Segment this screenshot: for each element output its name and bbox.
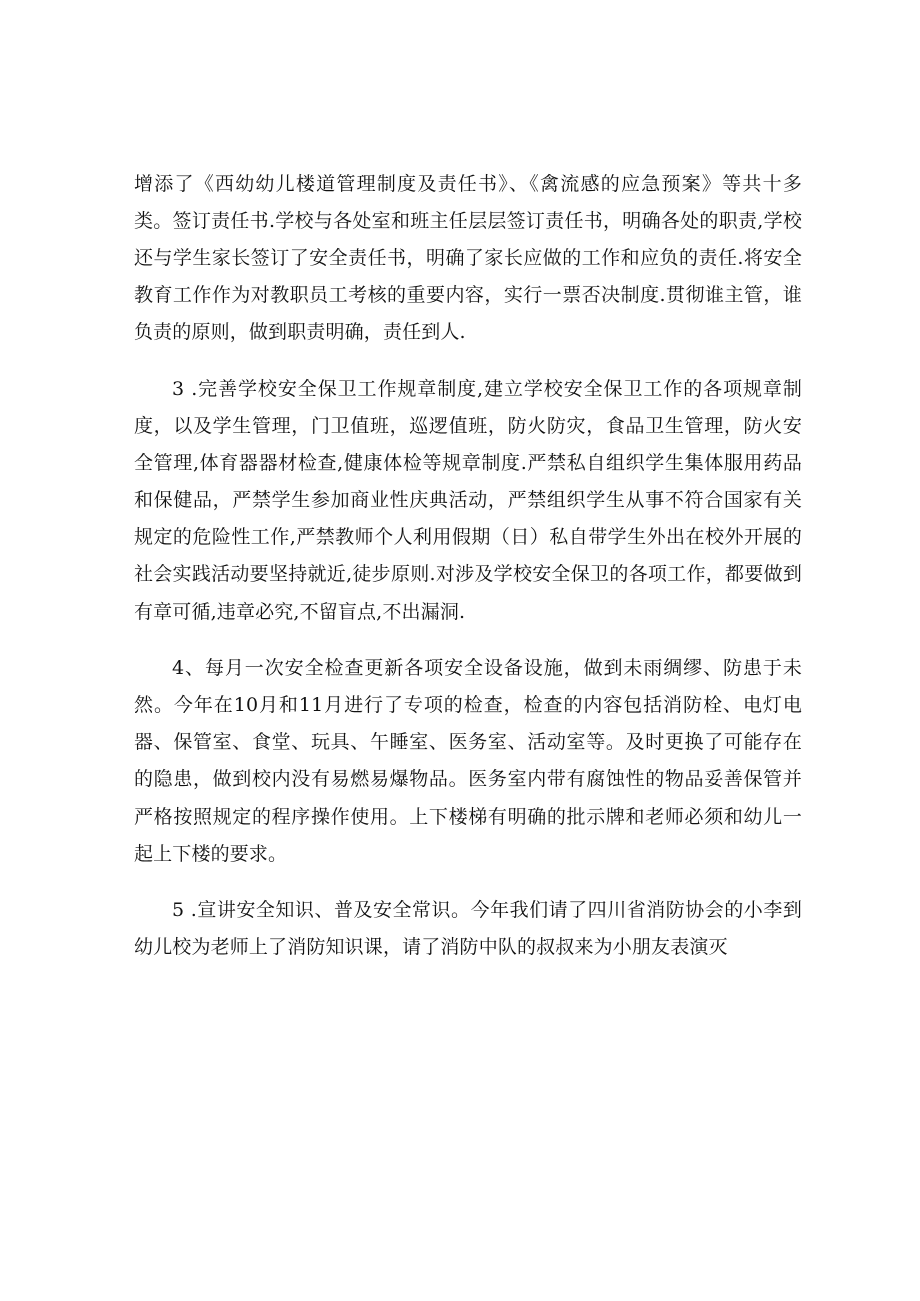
document-body	[134, 166, 802, 966]
paragraph-safety-knowledge: 5 .宣讲安全知识、普及安全常识。今年我们请了四川省消防协会的小李到幼儿校为老师上了消防知识课，请了消防中队的叔叔来为小朋友表演灭	[134, 899, 802, 959]
paragraph-responsibility: 增添了《西幼幼儿楼道管理制度及责任书》、《禽流感的应急预案》等共十多类。签订责任书.学校与各处室和班主任层层签订责任书，明确各处的职责,学校还与学生家长签订了安全责任书，明确了家长应做的工作和应负的责任.将安全教育工作作为对教职员工考核的重要内容，实行一票否决制度.贯彻谁主管，谁负责的原则，做到职责明确，责任到人.	[134, 173, 802, 344]
paragraph-rules: 3 .完善学校安全保卫工作规章制度,建立学校安全保卫工作的各项规章制度，以及学生管理，门卫值班，巡逻值班，防火防灾，食品卫生管理，防火安全管理,体育器器材检查,健康体检等规章制度.严禁私自组织学生集体服用药品和保健品，严禁学生参加商业性庆典活动，严禁组织学生从事不符合国家有关规定的危险性工作,严禁教师个人利用假期（日）私自带学生外出在校外开展的社会实践活动要坚持就近,徒步原则.对涉及学校安全保卫的各项工作，都要做到有章可循,违章必究,不留盲点,不出漏洞.	[134, 377, 802, 623]
paragraph-inspection: 4、每月一次安全检查更新各项安全设备设施，做到未雨绸缪、防患于未然。今年在10月和11月进行了专项的检查，检查的内容包括消防栓、电灯电器、保管室、食堂、玩具、午睡室、医务室、活动室等。及时更换了可能存在的隐患，做到校内没有易燃易爆物品。医务室内带有腐蚀性的物品妥善保管并严格按照规定的程序操作使用。上下楼梯有明确的批示牌和老师必须和幼儿一起上下楼的要求。	[134, 657, 802, 865]
